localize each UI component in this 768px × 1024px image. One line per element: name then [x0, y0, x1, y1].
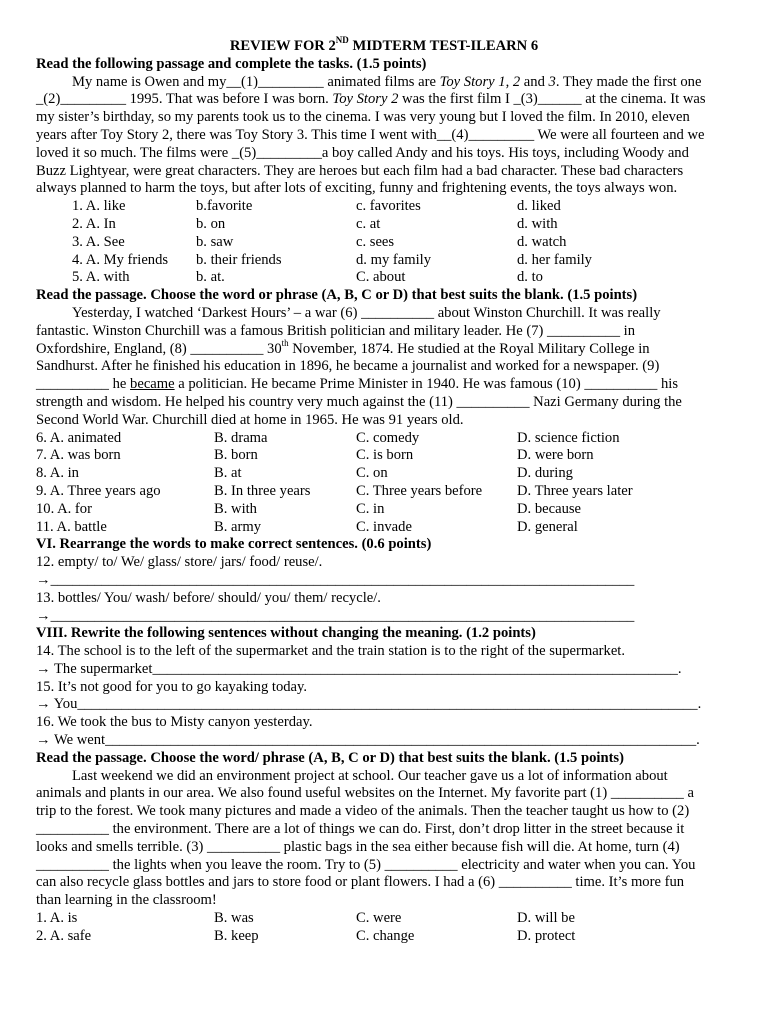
- text-segment: C. in: [356, 500, 385, 517]
- question-line: 13. bottles/ You/ wash/ before/ should/ you/ them/ recycle/.: [36, 589, 381, 606]
- text-segment: D. will be: [517, 910, 575, 927]
- option-row: [36, 501, 732, 519]
- text-segment: d. liked: [517, 198, 561, 215]
- passage2-line: strength and wisdom. He helped his country very much against the (11) __________ Nazi Germany during the: [36, 393, 682, 410]
- passage5-line: animals and plants in our area. We also found useful websites on the Internet. My favorite part (1) __________ a: [36, 785, 694, 802]
- text-segment: Toy Story 1: [439, 73, 506, 90]
- answer-line[interactable]: → The supermarket________________________________________________________________________.: [36, 660, 682, 677]
- superscript-text: th: [281, 337, 289, 348]
- superscript-text: ND: [335, 35, 349, 46]
- answer-line[interactable]: →________________________________________________________________________________: [36, 571, 635, 588]
- text-segment: My name is Owen and my__(1)_________ animated films are: [72, 73, 440, 90]
- text-segment: B. was: [214, 910, 254, 927]
- text-segment: b.favorite: [196, 198, 253, 215]
- section4-heading: VIII. Rewrite the following sentences without changing the meaning. (1.2 points): [36, 625, 536, 642]
- text-segment: 2: [512, 73, 521, 90]
- text-segment: B. In three years: [214, 482, 311, 499]
- option-row: [36, 483, 732, 501]
- text-segment: D. because: [517, 500, 582, 517]
- option-row: [36, 928, 732, 946]
- option-row: [36, 447, 732, 465]
- option-row: [36, 430, 732, 448]
- text-segment: 5. A. with: [72, 269, 130, 286]
- text-segment: 6. A. animated: [36, 429, 122, 446]
- option-row: [36, 519, 732, 537]
- text-segment: 11. A. battle: [36, 518, 107, 535]
- question-line: 15. It’s not good for you to go kayaking today.: [36, 678, 308, 695]
- text-segment: C. about: [356, 269, 406, 286]
- passage5-line: than learning in the classroom!: [36, 892, 217, 909]
- document-body: [36, 35, 732, 946]
- passage5-line: looks and smells terrible. (3) __________ plastic bags in the sea either because fish will die. At home, turn (4): [36, 838, 680, 855]
- text-segment: MIDTERM TEST-ILEARN 6: [348, 38, 539, 54]
- text-segment: __________ he: [36, 376, 131, 393]
- text-segment: . They made the first one: [555, 73, 702, 90]
- text-segment: 3: [548, 73, 556, 90]
- option-row: [36, 216, 732, 234]
- option-row: [36, 269, 732, 287]
- text-segment: b. on: [196, 215, 226, 232]
- text-segment: D. Three years later: [517, 482, 633, 499]
- text-segment: D. general: [517, 518, 578, 535]
- passage1-line: [36, 91, 732, 109]
- text-segment: d. my family: [356, 251, 431, 268]
- text-segment: Toy Story 2: [332, 91, 399, 108]
- text-segment: November, 1874. He studied at the Royal Military College in: [288, 340, 650, 357]
- passage1-line: Buzz Lightyear, were great characters. They are heroes but each film had a bad character. These bad characters: [36, 162, 684, 179]
- text-segment: C. is born: [356, 447, 414, 464]
- text-segment: b. their friends: [196, 251, 282, 268]
- option-row: [36, 198, 732, 216]
- text-segment: a politician. He became Prime Minister in 1940. He was famous (10) __________ his: [174, 376, 678, 393]
- text-segment: 7. A. was born: [36, 447, 121, 464]
- passage5-line: trip to the forest. We took many pictures and made a video of the animals. Then the teacher taught us how to (2): [36, 803, 690, 820]
- text-segment: became: [130, 376, 175, 393]
- question-line: 12. empty/ to/ We/ glass/ store/ jars/ food/ reuse/.: [36, 554, 323, 571]
- passage1-line: always planned to harm the toys, but after lots of exciting, funny and frightening events, the toys always won.: [36, 180, 678, 197]
- text-segment: 9. A. Three years ago: [36, 482, 161, 499]
- passage5-line: __________ the environment. There are a lot of things we can do. First, don’t drop litter in the street because it: [36, 821, 685, 838]
- text-segment: c. sees: [356, 233, 395, 250]
- text-segment: D. were born: [517, 447, 594, 464]
- text-segment: 8. A. in: [36, 465, 79, 482]
- text-segment: 3. A. See: [72, 233, 125, 250]
- text-segment: C. were: [356, 910, 402, 927]
- text-segment: D. protect: [517, 927, 576, 944]
- section1-heading: Read the following passage and complete the tasks. (1.5 points): [36, 55, 427, 72]
- option-row: [36, 252, 732, 270]
- passage2-line: Yesterday, I watched ‘Darkest Hours’ – a war (6) __________ about Winston Churchill. It was really: [72, 304, 661, 321]
- question-line: 14. The school is to the left of the supermarket and the train station is to the right of the supermarket.: [36, 643, 626, 660]
- answer-line[interactable]: → You_____________________________________________________________________________________.: [36, 696, 702, 713]
- text-segment: 2. A. safe: [36, 927, 92, 944]
- text-segment: B. drama: [214, 429, 268, 446]
- text-segment: 1. A. is: [36, 910, 78, 927]
- text-segment: 10. A. for: [36, 500, 92, 517]
- text-segment: c. favorites: [356, 198, 421, 215]
- text-segment: C. change: [356, 927, 415, 944]
- answer-line[interactable]: → We went_________________________________________________________________________________.: [36, 732, 700, 749]
- text-segment: was the first film I _(3)______ at the cinema. It was: [398, 91, 706, 108]
- question-line: 16. We took the bus to Misty canyon yesterday.: [36, 714, 313, 731]
- passage2-line: [36, 337, 732, 359]
- text-segment: B. born: [214, 447, 258, 464]
- passage1-line: [36, 74, 732, 92]
- section5-heading: Read the passage. Choose the word/ phrase (A, B, C or D) that best suits the blank. (1.5 points): [36, 749, 624, 766]
- text-segment: C. Three years before: [356, 482, 483, 499]
- text-segment: d. to: [517, 269, 543, 286]
- text-segment: B. army: [214, 518, 262, 535]
- text-segment: ,: [505, 73, 513, 90]
- text-segment: d. her family: [517, 251, 592, 268]
- text-segment: b. saw: [196, 233, 234, 250]
- passage2-line: Sandhurst. After he finished his education in 1896, he became a journalist and worked for a newspaper. (9): [36, 358, 660, 375]
- text-segment: D. science fiction: [517, 429, 620, 446]
- passage1-line: years after Toy Story 2, there was Toy Story 3. This time I went with__(4)_________ We were all fourteen and we: [36, 126, 705, 143]
- section2-heading: Read the passage. Choose the word or phrase (A, B, C or D) that best suits the blank. (1.5 points): [36, 287, 638, 304]
- option-row: [36, 234, 732, 252]
- passage2-line: [36, 376, 732, 394]
- passage5-line: Last weekend we did an environment project at school. Our teacher gave us a lot of information about: [72, 767, 668, 784]
- text-segment: d. with: [517, 215, 558, 232]
- passage5-line: can also recycle glass bottles and jars to store food or plant flowers. I had a (6) __________ time. It’s more fun: [36, 874, 685, 891]
- text-segment: B. at: [214, 465, 242, 482]
- text-segment: c. at: [356, 215, 381, 232]
- text-segment: B. keep: [214, 927, 259, 944]
- text-segment: REVIEW FOR 2: [229, 38, 336, 54]
- passage5-line: __________ the lights when you leave the room. Try to (5) __________ electricity and water when you can. You: [36, 856, 696, 873]
- text-segment: C. invade: [356, 518, 412, 535]
- text-segment: b. at.: [196, 269, 225, 286]
- option-row: [36, 465, 732, 483]
- passage1-line: loved it so much. The films were _(5)_________a boy called Andy and his toys. His toys, including Woody and: [36, 144, 689, 161]
- text-segment: 1. A. like: [72, 198, 126, 215]
- text-segment: C. on: [356, 465, 388, 482]
- text-segment: B. with: [214, 500, 257, 517]
- page-title: [36, 35, 732, 56]
- passage2-line: fantastic. Winston Churchill was a famous British politician and military leader. He (7) __________ in: [36, 322, 635, 339]
- passage2-line: Second World War. Churchill died at home in 1965. He was 91 years old.: [36, 411, 464, 428]
- text-segment: D. during: [517, 465, 573, 482]
- text-segment: _(2)_________ 1995. That was before I was born.: [36, 91, 333, 108]
- text-segment: d. watch: [517, 233, 567, 250]
- passage1-line: my sister’s birthday, so my parents took us to the cinema. I was very young but I loved the film. In 2010, eleven: [36, 109, 690, 126]
- option-row: [36, 910, 732, 928]
- text-segment: Oxfordshire, England, (8) __________ 30: [36, 340, 282, 357]
- text-segment: 4. A. My friends: [72, 251, 169, 268]
- section3-heading: VI. Rearrange the words to make correct sentences. (0.6 points): [36, 536, 432, 553]
- text-segment: 2. A. In: [72, 215, 116, 232]
- answer-line[interactable]: →________________________________________________________________________________: [36, 607, 635, 624]
- text-segment: C. comedy: [356, 429, 420, 446]
- text-segment: and: [520, 73, 549, 90]
